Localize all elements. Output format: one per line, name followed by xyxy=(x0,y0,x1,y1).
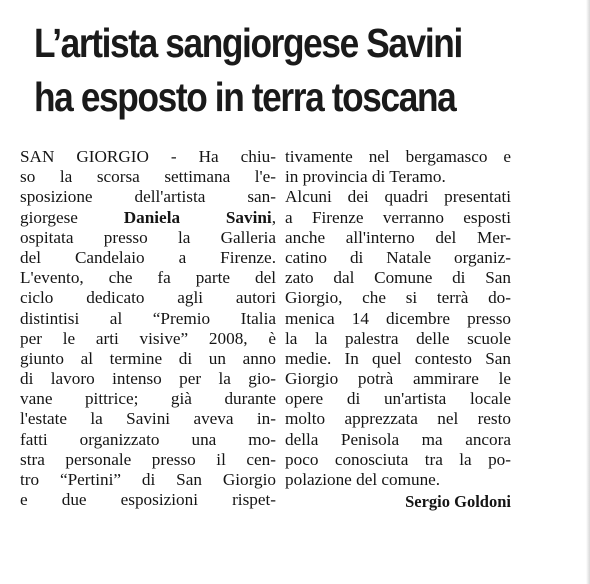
text-fragment: anche all'interno del Mer- xyxy=(285,227,511,247)
text-line xyxy=(285,369,511,389)
text-line xyxy=(285,470,511,490)
text-fragment: della Penisola ma ancora xyxy=(285,429,511,449)
text-fragment: , xyxy=(271,207,276,227)
text-line xyxy=(20,409,276,429)
text-fragment: Giorgio potrà ammirare le xyxy=(285,369,511,389)
text-line xyxy=(20,389,276,409)
text-fragment: di lavoro intenso per la gio- xyxy=(20,369,276,389)
text-line xyxy=(285,208,511,228)
text-line xyxy=(20,147,276,167)
text-fragment: Giorgio, che si terrà do- xyxy=(285,288,511,308)
text-line xyxy=(285,268,511,288)
text-line xyxy=(20,187,276,207)
text-fragment: catino di Natale organiz- xyxy=(285,247,511,267)
text-fragment: fatti organizzato una mo- xyxy=(20,429,276,449)
text-line xyxy=(285,187,511,207)
article-headline xyxy=(34,16,481,124)
article-column-right xyxy=(285,147,511,512)
text-line xyxy=(20,309,276,329)
text-line xyxy=(20,268,276,288)
text-line xyxy=(20,329,276,349)
text-line xyxy=(285,349,511,369)
text-fragment: menica 14 dicembre presso xyxy=(285,308,511,328)
text-line xyxy=(20,450,276,470)
text-line xyxy=(285,450,511,470)
text-line xyxy=(285,147,511,167)
text-fragment: vane pittrice; già durante xyxy=(20,389,276,409)
text-fragment: poco conosciuta tra la po- xyxy=(285,449,511,469)
article-column-left xyxy=(20,147,276,510)
text-line xyxy=(285,409,511,429)
text-fragment: distintisi al “Premio Italia xyxy=(20,308,276,328)
text-fragment: medie. In quel contesto San xyxy=(285,348,511,368)
text-fragment: in provincia di Teramo. xyxy=(285,167,446,187)
text-line xyxy=(285,167,511,187)
text-fragment: la la palestra delle scuole xyxy=(285,328,511,348)
text-fragment: so la scorsa settimana l'e- xyxy=(20,167,276,187)
text-line xyxy=(285,248,511,268)
text-line xyxy=(285,430,511,450)
text-fragment: giorgese xyxy=(20,207,124,227)
text-line xyxy=(20,288,276,308)
text-fragment: zato dal Comune di San xyxy=(285,268,511,288)
text-line xyxy=(285,389,511,409)
text-fragment: Alcuni dei quadri presentati xyxy=(285,187,511,207)
text-fragment: stra personale presso il cen- xyxy=(20,449,276,469)
text-fragment: e due esposizioni rispet- xyxy=(20,490,276,510)
text-fragment: tro “Pertini” di San Giorgio xyxy=(20,470,276,489)
text-line xyxy=(285,228,511,248)
text-line xyxy=(20,208,276,228)
scan-edge-shadow xyxy=(586,0,590,584)
text-line xyxy=(285,309,511,329)
text-line xyxy=(20,369,276,389)
text-line xyxy=(20,228,276,248)
text-fragment: molto apprezzata nel resto xyxy=(285,409,511,429)
text-fragment: ospitata presso la Galleria xyxy=(20,227,276,247)
column-lines xyxy=(285,147,511,490)
text-fragment: tivamente nel bergamasco e xyxy=(285,147,511,166)
author-signature: Sergio Goldoni xyxy=(405,492,511,512)
text-fragment: ciclo dedicato agli autori xyxy=(20,288,276,308)
text-line xyxy=(20,430,276,450)
text-fragment: a Firenze verranno esposti xyxy=(285,207,511,227)
artist-name: Daniela Savini xyxy=(123,207,272,227)
text-fragment: opere di un'artista locale xyxy=(285,389,511,409)
text-line xyxy=(285,329,511,349)
text-fragment: L'evento, che fa parte del xyxy=(20,268,276,288)
text-fragment: SAN GIORGIO - Ha chiu- xyxy=(20,147,276,166)
text-line xyxy=(20,248,276,268)
text-line xyxy=(20,167,276,187)
text-fragment: del Candelaio a Firenze. xyxy=(20,247,276,267)
text-fragment: l'estate la Savini aveva in- xyxy=(20,409,276,429)
text-line xyxy=(285,288,511,308)
text-line xyxy=(20,470,276,490)
headline-line: L’artista sangiorgese Savini xyxy=(34,20,462,66)
headline-line: ha esposto in terra toscana xyxy=(34,74,456,120)
text-line xyxy=(20,490,276,510)
text-fragment: polazione del comune. xyxy=(285,470,441,489)
text-fragment: per le arti visive” 2008, è xyxy=(20,328,276,348)
text-fragment: sposizione dell'artista san- xyxy=(20,187,276,207)
text-line xyxy=(20,349,276,369)
text-fragment: giunto al termine di un anno xyxy=(20,348,276,368)
